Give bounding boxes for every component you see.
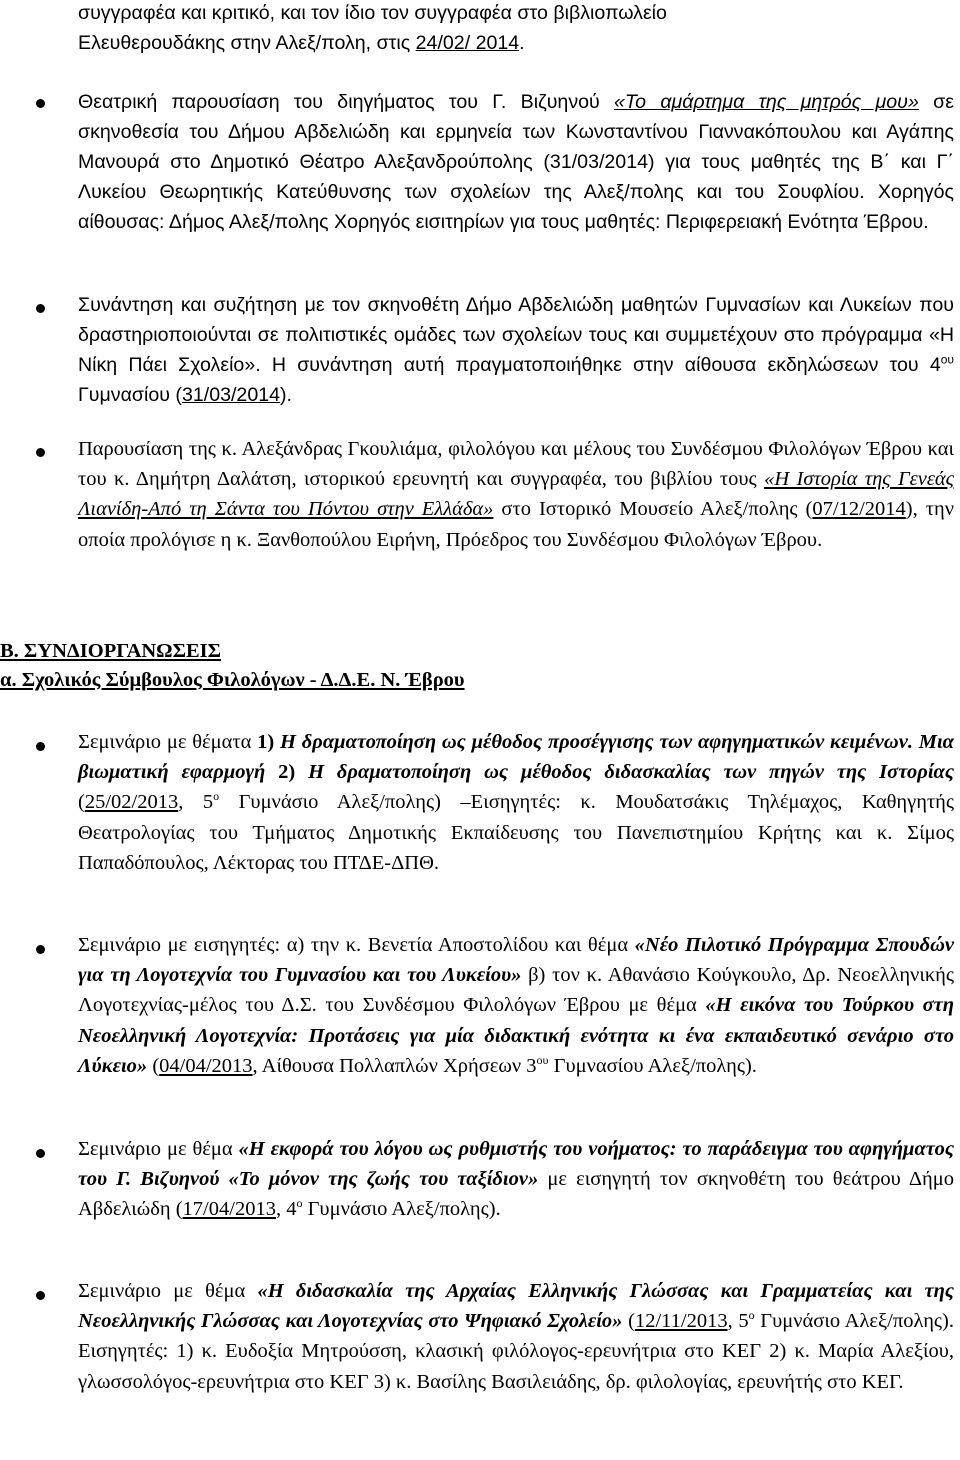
bullet-icon (36, 304, 45, 313)
bullet-icon (36, 1291, 45, 1300)
bullet-icon (36, 448, 45, 457)
bullet-icon (36, 99, 45, 108)
bullet-icon (36, 945, 45, 954)
paragraph-continuation: συγγραφέα και κριτικό, και τον ίδιο τον συγγραφέα στο βιβλιοπωλείο Ελευθερουδάκης στην Αλεξ/πολη, στις 24/02/ 2014. (78, 2, 667, 54)
list-item-seminar-digital-school: Σεμινάριο με θέμα «Η διδασκαλία της Αρχαίας Ελληνικής Γλώσσας και Γραμματείας και της Νεοελληνικής Γλώσσας και Λογοτεχνίας στο Ψηφιακό Σχολείο» (12/11/2013, $5^o$ Γυμνάσιο Αλεξ/πολης). Εισηγητές: 1) κ. Ευδοξία Μητρούσση, κλασική φιλόλογος-ερευνήτρια στο ΚΕΓ 2) κ. Μαρία Αλεξίου, γλωσσολόγος-ερευνήτρια στο ΚΕΓ 3) κ. Βασίλης Βασιλειάδης, δρ. φιλολογίας, ερευνήτής στο ΚΕΓ. (78, 1280, 954, 1393)
list-item-seminar-dramatization: Σεμινάριο με θέματα 1) Η δραματοποίηση ως μέθοδος προσέγγισης των αφηγηματικών κειμένων. Μια βιωματική εφαρμογή 2) Η δραματοποίηση ως μέθοδος διδασκαλίας των πηγών της Ιστορίας (25/02/2013, $5^o$ Γυμνάσιο Αλεξ/πολης) –Εισηγητές: κ. Μουδατσάκις Τηλέμαχος, Καθηγητής Θεατρολογίας του Τμήματος Δημοτικής Εκπαίδευσης του Πανεπιστημίου Κρήτης και κ. Σίμος Παπαδόπουλος, Λέκτορας του ΠΤΔΕ-ΔΠΘ. (78, 731, 955, 874)
section-subheading: α. Σχολικός Σύμβουλος Φιλολόγων - Δ.Δ.Ε. Ν. Έβρου (0, 669, 465, 691)
section-heading: Β. ΣΥΝΔΙΟΡΓΑΝΩΣΕΙΣ (0, 640, 222, 662)
list-item-seminar-literature: Σεμινάριο με εισηγητές: α) την κ. Βενετία Αποστολίδου και θέμα «Νέο Πιλοτικό Πρόγραμμα Σπουδών για τη Λογοτεχνία του Γυμνασίου και του Λυκείου» β) τον κ. Αθανάσιο Κούγκουλο, Δρ. Νεοελληνικής Λογοτεχνίας-μέλος του Δ.Σ. του Συνδέσμου Φιλολόγων Έβρου με θέμα «Η εικόνα του Τούρκου στη Νεοελληνική Λογοτεχνία: Προτάσεις για μία διδακτική ενότητα κι ένα εκπαιδευτικό σενάριο στο Λύκειο» (04/04/2013, Αίθουσα Πολλαπλών Χρήσεων $3^{o\upsilon}$ Γυμνασίου Αλεξ/πολης). (78, 934, 955, 1077)
list-item-seminar-speech: Σεμινάριο με θέμα «Η εκφορά του λόγου ως ρυθμιστής του νοήματος: το παράδειγμα του αφηγήματος του Γ. Βιζυηνού «Το μόνον της ζωής του ταξίδιον» με εισηγητή τον σκηνοθέτη του θεάτρου Δήμο Αβδελιώδη (17/04/2013, $4^o$ Γυμνάσιο Αλεξ/πολης). (78, 1138, 954, 1221)
list-item-book-presentation: Παρουσίαση της κ. Αλεξάνδρας Γκουλιάμα, φιλολόγου και μέλους του Συνδέσμου Φιλολόγων Έβρου και του κ. Δημήτρη Δαλάτση, ιστορικού ερευνητή και συγγραφέα, του βιβλίου τους «Η Ιστορία της Γενεάς Λιανίδη-Από τη Σάντα του Πόντου στην Ελλάδα» στο Ιστορικό Μουσείο Αλεξ/πολης (07/12/2014), την οποία προλόγισε η κ. Ξανθοπούλου Ειρήνη, Πρόεδρος του Συνδέσμου Φιλολόγων Έβρου. (78, 438, 954, 551)
bullet-icon (36, 1149, 45, 1158)
list-item-theatre-presentation: Θεατρική παρουσίαση του διηγήματος του Γ. Βιζυηνού «Το αμάρτημα της μητρός μου» σε σκηνοθεσία του Δήμου Αβδελιώδη και ερμηνεία των Κωνσταντίνου Γιαννακόπουλου και Αγάπης Μανουρά στο Δημοτικό Θέατρο Αλεξανδρούπολης (31/03/2014) για τους μαθητές της Β΄ και Γ΄ Λυκείου Θεωρητικής Κατεύθυνσης των σχολείων της Αλεξ/πολης και του Σουφλίου. Χορηγός αίθουσας: Δήμος Αλεξ/πολης Χορηγός εισιτηρίων για τους μαθητές: Περιφερειακή Ενότητα Έβρου. (78, 91, 954, 233)
bullet-icon (36, 742, 45, 751)
list-item-director-meeting: Συνάντηση και συζήτηση με τον σκηνοθέτη Δήμο Αβδελιώδη μαθητών Γυμνασίων και Λυκείων που δραστηριοποιούνται σε πολιτιστικές ομάδες των σχολείων τους και συμμετέχουν στο πρόγραμμα «Η Νίκη Πάει Σχολείο». Η συνάντηση αυτή πραγματοποιήθηκε στην αίθουσα εκδηλώσεων του $4^{o\upsilon}$ Γυμνασίου (31/03/2014). (78, 294, 954, 406)
